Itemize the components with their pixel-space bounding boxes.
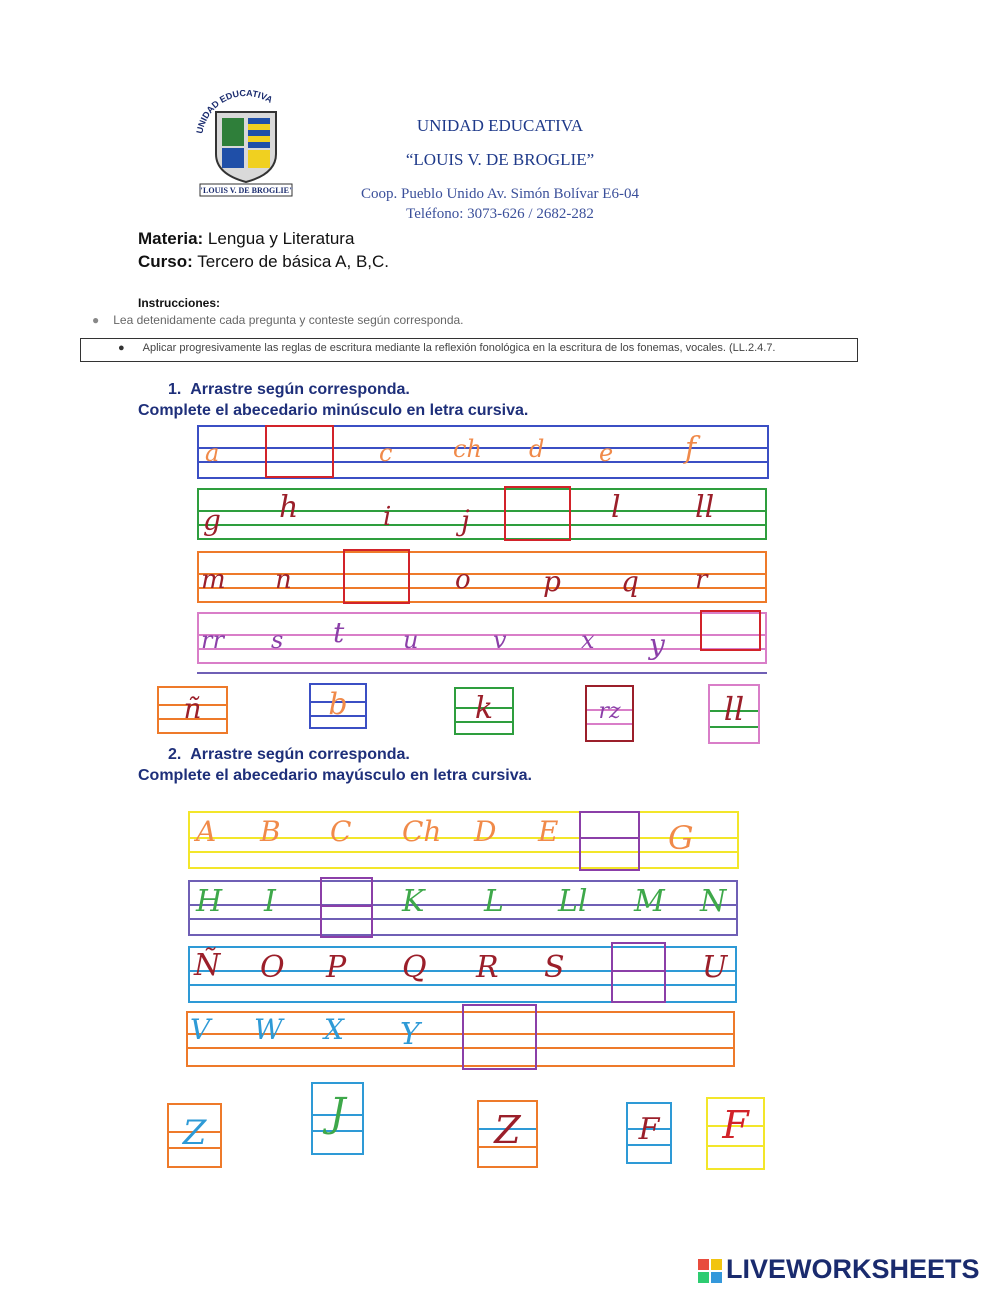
letter-ch: ch <box>453 435 482 463</box>
school-type: UNIDAD EDUCATIVA <box>416 116 584 135</box>
letter-t: t <box>333 616 345 649</box>
letter-h: h <box>279 490 299 525</box>
letter-O: O <box>260 950 285 985</box>
letter-g: g <box>203 504 221 537</box>
bullet-icon: ● <box>92 313 100 327</box>
drop-slot-k[interactable] <box>504 486 571 541</box>
letter-S: S <box>544 950 565 985</box>
letter-u: u <box>403 626 419 654</box>
section1-heading: 1. Arrastre según corresponda. <box>168 381 410 398</box>
instructions-title: Instrucciones: <box>138 296 221 310</box>
letter-Ll: Ll <box>558 884 588 919</box>
drop-slot-J[interactable] <box>320 877 373 938</box>
school-address: Coop. Pueblo Unido Av. Simón Bolívar E6-04 <box>361 186 639 202</box>
uppercase-row-1 <box>188 811 739 869</box>
drag-tile-z[interactable]: rz <box>585 685 634 742</box>
logo-banner-text: "LOUIS V. DE BROGLIE" <box>198 186 294 195</box>
letter-r: r <box>695 565 708 595</box>
letter-K: K <box>402 884 425 919</box>
letter-c: c <box>379 439 393 467</box>
section2-subtitle: Complete el abecedario mayúsculo en letra cursiva. <box>138 767 532 784</box>
letter-o: o <box>455 565 471 595</box>
drag-tile-ll[interactable]: ll <box>708 684 760 744</box>
letter-G: G <box>668 819 694 857</box>
liveworksheets-brand: LIVEWORKSHEETS <box>726 1254 980 1284</box>
letter-m: m <box>201 565 226 595</box>
letter-Q: Q <box>402 950 427 985</box>
letter-l: l <box>611 490 621 525</box>
letter-I: I <box>264 884 276 919</box>
letter-X: X <box>324 1013 344 1046</box>
logo-arc-text: UNIDAD EDUCATIVA <box>194 90 275 135</box>
liveworksheets-icon <box>698 1259 722 1283</box>
uppercase-row-2 <box>188 880 738 936</box>
letter-L: L <box>484 884 504 919</box>
letter-q: q <box>621 565 639 598</box>
instruction-item-2: ● Aplicar progresivamente las reglas de escritura mediante la reflexión fonológica en la escritura de los fonemas, vocales. (LL.2.4.7. <box>118 342 776 354</box>
letter-s: s <box>271 626 284 654</box>
drop-slot-T[interactable] <box>611 942 666 1003</box>
drop-slot-b[interactable] <box>265 425 334 478</box>
drop-slot-F[interactable] <box>579 811 640 871</box>
letter-x: x <box>581 626 595 654</box>
letter-E: E <box>538 815 559 848</box>
letter-a: a <box>205 439 220 467</box>
curso-value: Tercero de básica A, B,C. <box>197 252 390 271</box>
letter-v: v <box>493 626 507 654</box>
letter-ll: ll <box>695 490 715 525</box>
letter-D: D <box>474 815 497 848</box>
row4-underline <box>197 672 767 674</box>
school-logo <box>192 90 300 200</box>
letter-y: y <box>649 628 665 661</box>
letter-i: i <box>383 502 392 532</box>
school-name: “LOUIS V. DE BROGLIE” <box>405 150 595 169</box>
letter-e: e <box>599 439 614 467</box>
letter-rr: rr <box>201 626 224 654</box>
letter-A: A <box>196 815 217 848</box>
drag-tile-Z-red[interactable]: Z <box>477 1100 538 1168</box>
drag-tile-J[interactable]: J <box>311 1082 364 1155</box>
section1-subtitle: Complete el abecedario minúsculo en letra cursiva. <box>138 402 529 419</box>
materia-line <box>138 229 354 249</box>
letter-f: f <box>685 431 697 466</box>
letter-Ch: Ch <box>402 815 442 848</box>
drop-slot-z[interactable] <box>700 610 761 651</box>
materia-label: Materia: <box>138 229 204 248</box>
bullet-icon: ● <box>118 342 125 354</box>
letter-H: H <box>196 884 223 919</box>
drag-tile-ñ[interactable]: ñ <box>157 686 228 734</box>
letter-N: N <box>700 884 727 919</box>
drag-tile-k[interactable]: k <box>454 687 514 735</box>
letter-M: M <box>634 884 665 919</box>
curso-line <box>138 252 389 272</box>
school-phone: Teléfono: 3073-626 / 2682-282 <box>406 206 594 222</box>
materia-value: Lengua y Literatura <box>207 229 355 248</box>
drop-slot-Z[interactable] <box>462 1004 537 1070</box>
letter-P: P <box>326 950 347 985</box>
letter-j: j <box>461 504 470 537</box>
lowercase-row-4 <box>197 612 767 664</box>
letter-C: C <box>330 815 352 848</box>
section2-heading: 2. Arrastre según corresponda. <box>168 746 410 763</box>
drag-tile-Z-cyan[interactable]: Z <box>167 1103 222 1168</box>
letter-p: p <box>543 565 561 598</box>
drag-tile-F-yellow[interactable]: F <box>706 1097 765 1170</box>
letter-U: U <box>702 950 728 985</box>
letter-R: R <box>476 950 499 985</box>
lowercase-row-2 <box>197 488 767 540</box>
letter-B: B <box>260 815 281 848</box>
letter-Y: Y <box>400 1017 420 1052</box>
drop-slot-ñ[interactable] <box>343 549 410 604</box>
instruction-item-1: ● Lea detenidamente cada pregunta y conteste según corresponda. <box>92 313 464 327</box>
letter-W: W <box>254 1013 283 1046</box>
uppercase-row-4 <box>186 1011 735 1067</box>
letter-d: d <box>529 435 545 463</box>
curso-label: Curso: <box>138 252 193 271</box>
letter-Ñ: Ñ <box>194 948 221 983</box>
drag-tile-F-red[interactable]: F <box>626 1102 672 1164</box>
letter-n: n <box>275 565 292 595</box>
lowercase-row-3 <box>197 551 767 603</box>
letter-V: V <box>190 1013 211 1046</box>
drag-tile-b[interactable]: b <box>309 683 367 729</box>
